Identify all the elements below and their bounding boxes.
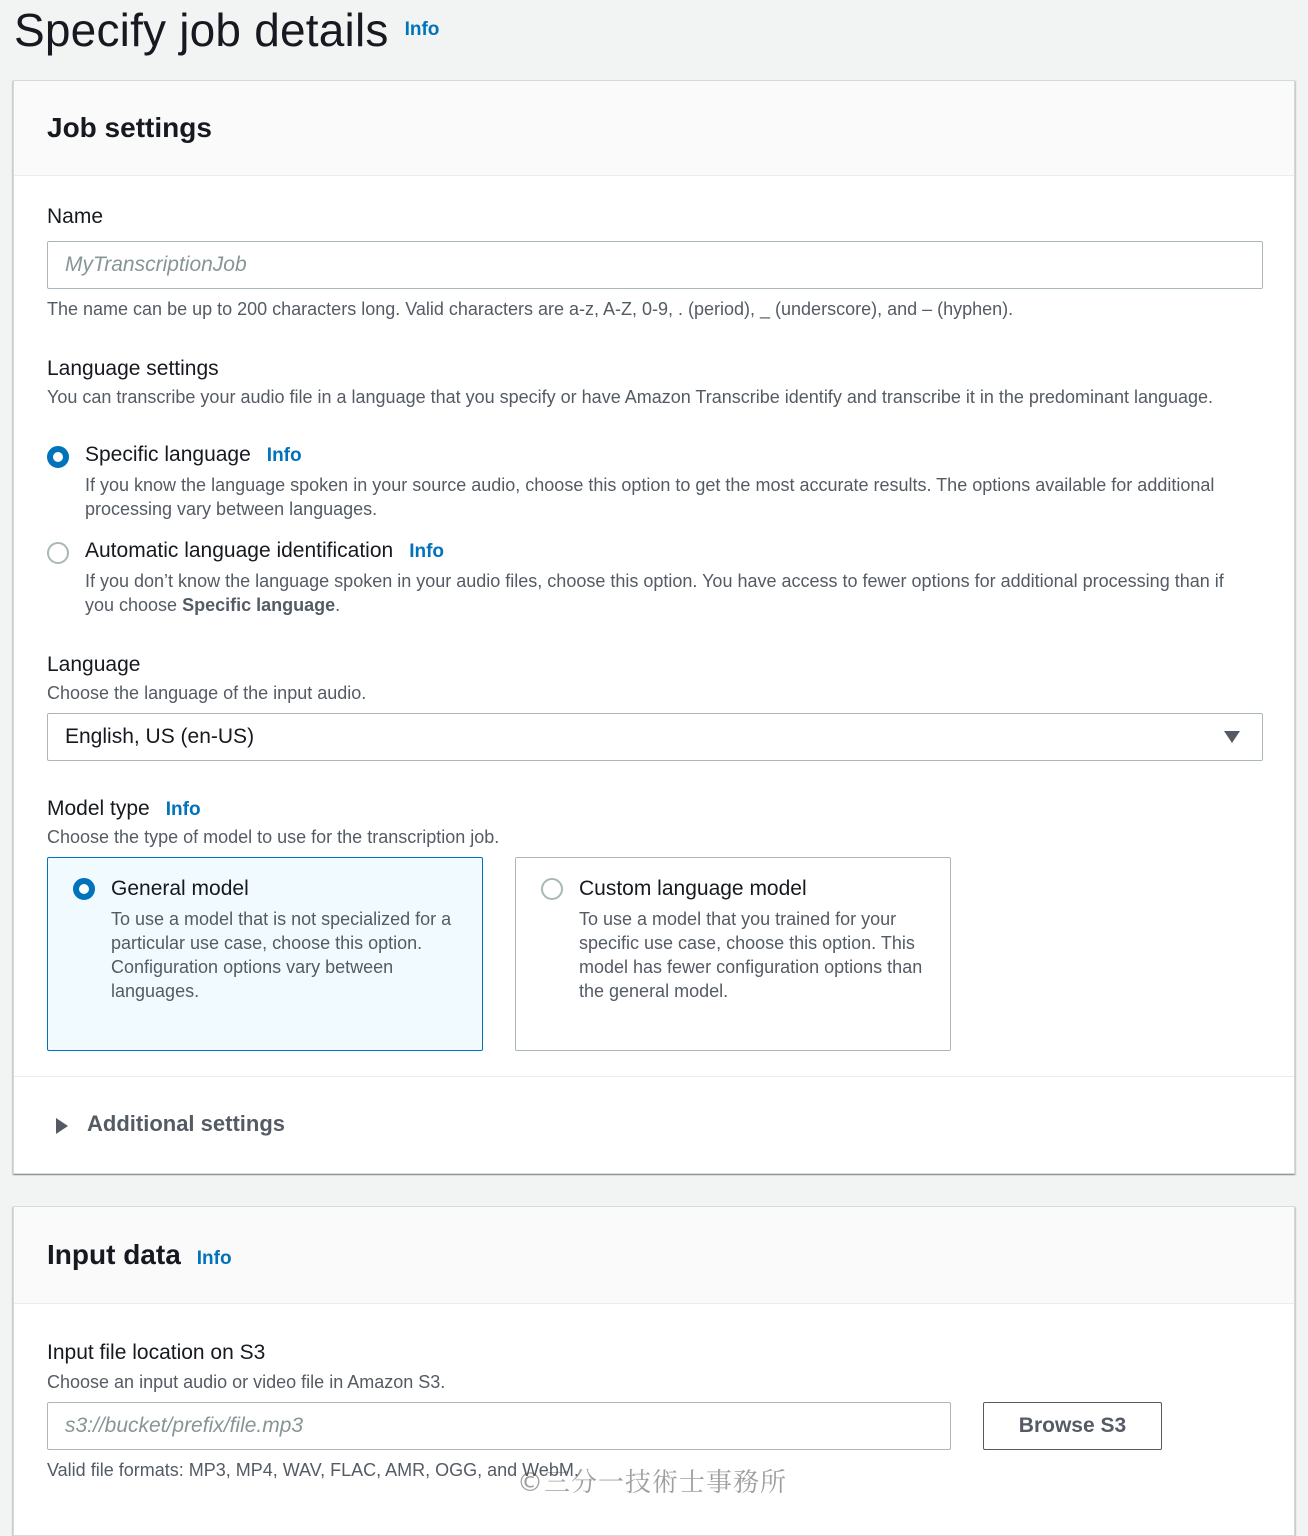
model-type-description: Choose the type of model to use for the transcription job. <box>47 827 500 847</box>
automatic-language-description-end: . <box>335 595 341 615</box>
additional-settings-label: Additional settings <box>87 1111 285 1136</box>
custom-language-model-title: Custom language model <box>579 877 807 900</box>
page-title: Specify job details <box>14 4 389 56</box>
automatic-language-description-text: If you don’t know the language spoken in your audio files, choose this option. You have access to fewer options for additional processing than if you choose <box>85 571 1224 615</box>
specific-language-info-link[interactable]: Info <box>266 445 302 466</box>
caret-down-icon <box>1224 731 1240 743</box>
custom-language-model-tile[interactable] <box>515 857 951 1051</box>
job-settings-title: Job settings <box>47 112 212 143</box>
automatic-language-description <box>85 569 1245 617</box>
job-settings-header <box>14 81 1294 176</box>
watermark: ©三分一技術士事務所 <box>517 1468 788 1498</box>
input-data-info-link[interactable]: Info <box>196 1248 232 1269</box>
language-settings-label: Language settings <box>47 357 219 380</box>
input-data-title: Input data <box>47 1239 181 1270</box>
model-type-label: Model type <box>47 797 150 820</box>
specific-language-option[interactable] <box>85 443 302 467</box>
specific-language-description: If you know the language spoken in your source audio, choose this option to get the most accurate results. The options available for additional processing vary between languages. <box>85 475 1215 519</box>
language-settings-description: You can transcribe your audio file in a language that you specify or have Amazon Transcribe identify and transcribe it in the predominant language. <box>47 387 1214 407</box>
file-formats-hint: Valid file formats: MP3, MP4, WAV, FLAC, AMR, OGG, and WebM. <box>47 1460 579 1480</box>
input-location-description: Choose an input audio or video file in Amazon S3. <box>47 1372 446 1392</box>
automatic-language-title: Automatic language identification <box>85 539 394 562</box>
automatic-language-radio[interactable] <box>47 542 69 564</box>
automatic-language-description-bold: Specific language <box>182 595 336 615</box>
input-data-title-row <box>47 1239 232 1271</box>
job-settings-panel <box>13 80 1295 1174</box>
page-info-link[interactable]: Info <box>404 19 440 40</box>
input-data-header <box>14 1207 1294 1304</box>
divider <box>14 1076 1294 1077</box>
language-select[interactable] <box>47 713 1263 761</box>
page-header <box>14 0 439 60</box>
language-label: Language <box>47 653 141 676</box>
language-description: Choose the language of the input audio. <box>47 683 367 703</box>
browse-s3-button[interactable]: Browse S3 <box>983 1402 1162 1450</box>
general-model-title: General model <box>111 877 249 900</box>
name-placeholder: MyTranscriptionJob <box>65 253 247 276</box>
model-type-label-row <box>47 797 201 821</box>
caret-right-icon <box>56 1118 68 1134</box>
custom-language-model-description: To use a model that you trained for your specific use case, choose this option. This model has fewer configuration options than the general model. <box>579 909 923 1001</box>
general-model-tile[interactable] <box>47 857 483 1051</box>
general-model-description: To use a model that is not specialized for a particular use case, choose this option. Configuration options vary between languages. <box>111 909 452 1001</box>
name-hint: The name can be up to 200 characters long. Valid characters are a-z, A-Z, 0-9, . (period), _ (underscore), and – (hyphen). <box>47 299 1014 319</box>
input-location-label: Input file location on S3 <box>47 1341 266 1364</box>
specific-language-radio[interactable] <box>47 446 69 468</box>
specific-language-title: Specific language <box>85 443 251 466</box>
custom-language-model-radio[interactable] <box>541 878 563 900</box>
additional-settings-toggle[interactable] <box>56 1111 356 1141</box>
general-model-radio[interactable] <box>73 878 95 900</box>
model-type-info-link[interactable]: Info <box>165 799 201 820</box>
s3-location-input[interactable] <box>47 1402 951 1450</box>
name-label: Name <box>47 205 104 228</box>
automatic-language-option[interactable] <box>85 539 444 563</box>
s3-location-placeholder: s3://bucket/prefix/file.mp3 <box>65 1414 304 1437</box>
name-input[interactable] <box>47 241 1263 289</box>
language-select-value: English, US (en-US) <box>65 725 255 748</box>
automatic-language-info-link[interactable]: Info <box>409 541 445 562</box>
